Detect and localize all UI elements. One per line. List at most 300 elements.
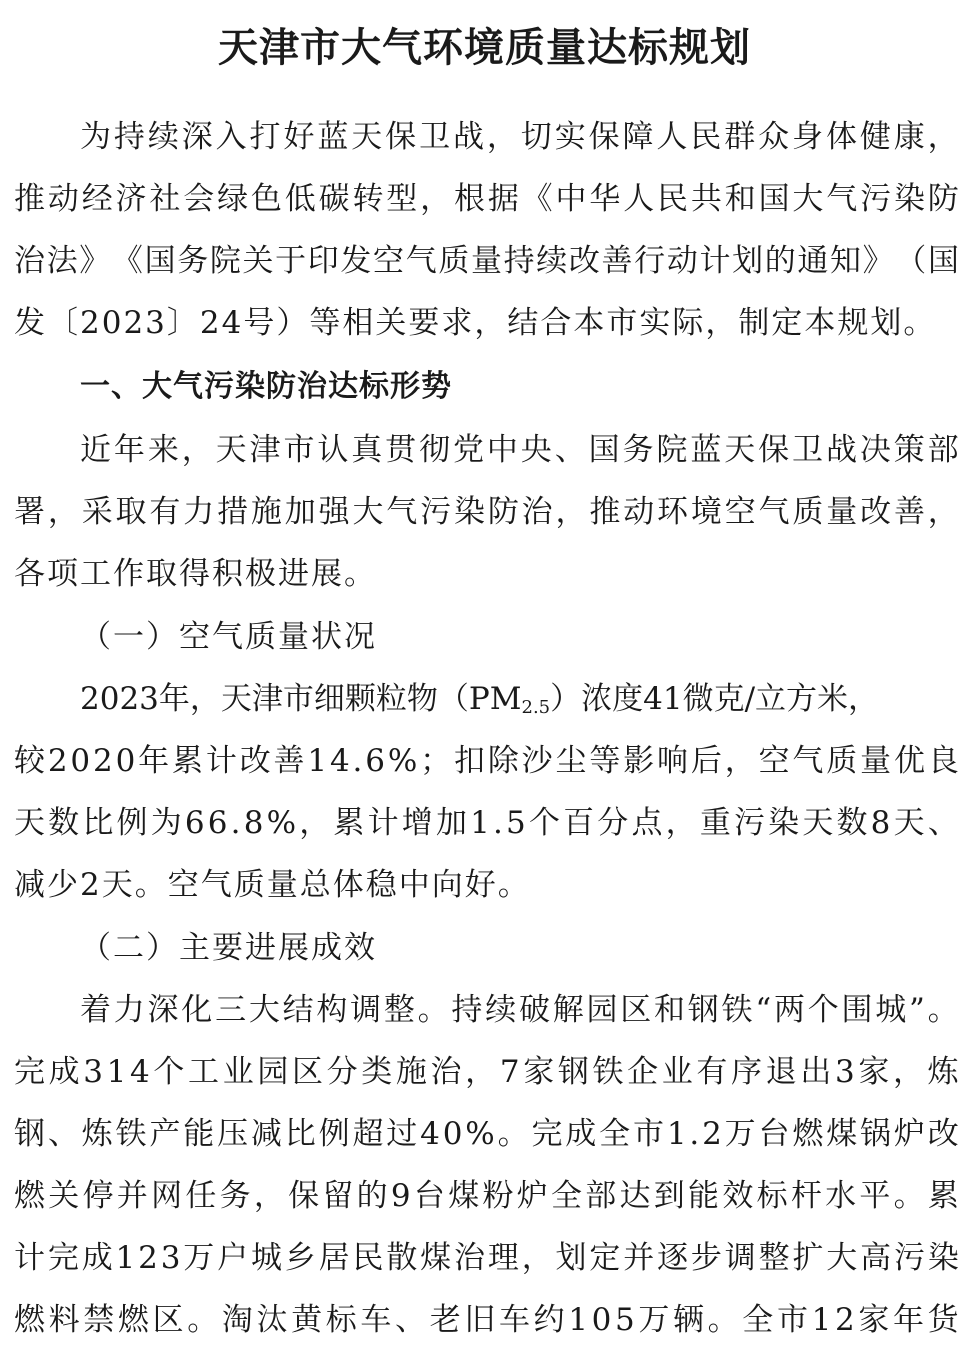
glyph: 国 xyxy=(758,181,790,217)
glyph: 定 xyxy=(589,1240,621,1276)
glyph: 燃 xyxy=(117,1302,149,1338)
glyph: 产 xyxy=(149,1116,181,1152)
subsection-heading: （二）主要进展成效 xyxy=(80,930,377,966)
glyph: 善 xyxy=(893,494,925,530)
glyph: . xyxy=(230,805,241,841)
glyph: 累 xyxy=(333,805,365,841)
glyph: 量 xyxy=(470,243,502,279)
glyph: 真 xyxy=(351,432,383,468)
glyph: 炼 xyxy=(81,1116,113,1152)
glyph: 粉 xyxy=(482,1178,514,1214)
glyph: 企 xyxy=(627,1054,659,1090)
glyph: 康 xyxy=(893,119,925,155)
glyph: 碳 xyxy=(318,181,350,217)
glyph: 2 xyxy=(138,1240,158,1276)
glyph: ， xyxy=(927,119,959,155)
paragraph-line xyxy=(80,668,959,730)
glyph: 部 xyxy=(585,1178,617,1214)
glyph: 国 xyxy=(927,243,959,279)
glyph: 部 xyxy=(927,432,959,468)
glyph: 量 xyxy=(826,494,858,530)
glyph: 出 xyxy=(800,1054,832,1090)
glyph: 并 xyxy=(623,1240,655,1276)
glyph: 压 xyxy=(217,1116,249,1152)
glyph: 台 xyxy=(758,1116,790,1152)
glyph: 6 xyxy=(365,743,385,779)
glyph: 大 xyxy=(352,494,384,530)
glyph: （ xyxy=(895,243,927,279)
glyph: 改 xyxy=(239,743,271,779)
glyph: 质 xyxy=(826,743,858,779)
glyph: 例 xyxy=(116,805,148,841)
glyph: 蓝 xyxy=(317,119,349,155)
glyph: 决 xyxy=(859,432,891,468)
paragraph-line xyxy=(14,1227,959,1289)
glyph: 类 xyxy=(361,1054,393,1090)
glyph: % xyxy=(465,1116,495,1152)
glyph: 为 xyxy=(80,119,111,155)
glyph: 转 xyxy=(352,181,384,217)
glyph: 区 xyxy=(152,1302,184,1338)
paragraph-line: 减少2天。空气质量总体稳中向好。 xyxy=(14,867,531,903)
glyph: 污 xyxy=(893,1240,925,1276)
glyph: 身 xyxy=(792,119,824,155)
glyph: 施 xyxy=(395,1054,427,1090)
glyph: 8 xyxy=(243,805,264,841)
glyph: 天 xyxy=(14,805,45,841)
glyph: 续 xyxy=(485,992,517,1028)
glyph: 燃 xyxy=(14,1178,45,1214)
glyph: 居 xyxy=(318,1240,350,1276)
glyph: 质 xyxy=(792,494,824,530)
glyph: 逐 xyxy=(657,1240,689,1276)
glyph: 天 xyxy=(802,805,834,841)
line-text: 2023年，天津市细颗粒物（PM xyxy=(80,681,522,717)
glyph: 切 xyxy=(520,119,552,155)
glyph: 台 xyxy=(413,1178,445,1214)
glyph: 家 xyxy=(523,1054,555,1090)
glyph: 等 xyxy=(589,743,621,779)
glyph: 全 xyxy=(742,1302,774,1338)
glyph: 央 xyxy=(520,432,552,468)
glyph: 污 xyxy=(733,805,765,841)
glyph: 炉 xyxy=(516,1178,548,1214)
glyph: 9 xyxy=(390,1178,411,1214)
glyph: 构 xyxy=(316,992,348,1028)
glyph: 年 xyxy=(138,743,170,779)
glyph: 车 xyxy=(360,1302,392,1338)
glyph: 动 xyxy=(623,494,655,530)
glyph: 序 xyxy=(731,1054,763,1090)
glyph: 策 xyxy=(893,432,925,468)
glyph: 留 xyxy=(322,1178,354,1214)
glyph: 破 xyxy=(518,992,550,1028)
glyph: 铁 xyxy=(592,1054,624,1090)
glyph: 印 xyxy=(307,243,339,279)
glyph: 业 xyxy=(661,1054,693,1090)
glyph: 战 xyxy=(825,432,857,468)
glyph: 发 xyxy=(340,243,372,279)
glyph: 1 xyxy=(811,1302,832,1338)
glyph: 染 xyxy=(768,805,800,841)
glyph: 沙 xyxy=(521,743,553,779)
glyph: 两 xyxy=(773,992,805,1028)
glyph: 1 xyxy=(568,1302,588,1338)
glyph: 实 xyxy=(554,119,586,155)
glyph: % xyxy=(266,805,297,841)
glyph: 市 xyxy=(776,1302,808,1338)
glyph: 高 xyxy=(860,1240,892,1276)
subscript: 2.5 xyxy=(521,697,551,718)
glyph: 1 xyxy=(470,805,490,841)
glyph: 持 xyxy=(113,119,145,155)
pm25-line xyxy=(80,668,879,730)
glyph: 关 xyxy=(242,243,274,279)
glyph: 来 xyxy=(147,432,179,468)
glyph: 》 xyxy=(862,243,894,279)
glyph: 4 xyxy=(130,1054,150,1090)
glyph: 炼 xyxy=(927,1054,959,1090)
glyph: 工 xyxy=(188,1054,220,1090)
glyph: 煤 xyxy=(420,1240,452,1276)
glyph: 网 xyxy=(151,1178,183,1214)
glyph: 气 xyxy=(386,494,418,530)
glyph: 气 xyxy=(758,494,790,530)
glyph: 空 xyxy=(373,243,405,279)
paragraph-line xyxy=(80,419,959,481)
glyph: 比 xyxy=(284,1116,316,1152)
paragraph-line xyxy=(14,1103,959,1165)
glyph: 打 xyxy=(249,119,281,155)
glyph: 能 xyxy=(688,1178,720,1214)
intro-line: 发〔2023〕24号）等相关要求，结合本市实际，制定本规划。 xyxy=(14,305,937,341)
glyph: 深 xyxy=(181,119,213,155)
glyph: 标 xyxy=(325,1302,357,1338)
glyph: 为 xyxy=(150,805,182,841)
glyph: 约 xyxy=(533,1302,565,1338)
glyph: 近 xyxy=(80,432,111,468)
glyph: 署 xyxy=(14,494,45,530)
glyph: 累 xyxy=(927,1178,959,1214)
glyph: 增 xyxy=(401,805,433,841)
glyph: 气 xyxy=(792,743,824,779)
glyph: 家 xyxy=(858,1054,890,1090)
glyph: 彻 xyxy=(419,432,451,468)
paragraph-line xyxy=(14,1165,959,1227)
glyph: 着 xyxy=(80,992,111,1028)
glyph: 划 xyxy=(732,243,764,279)
glyph: 群 xyxy=(724,119,756,155)
glyph: 成 xyxy=(81,1240,113,1276)
glyph: 质 xyxy=(438,243,470,279)
glyph: 务 xyxy=(177,243,209,279)
glyph: 、 xyxy=(47,1116,79,1152)
glyph: 4 xyxy=(420,1116,440,1152)
glyph: 完 xyxy=(14,1054,45,1090)
glyph: 杆 xyxy=(790,1178,822,1214)
glyph: 城 xyxy=(875,992,907,1028)
intro-line xyxy=(14,230,959,292)
glyph: 天 xyxy=(351,119,383,155)
glyph: 。 xyxy=(927,992,959,1028)
glyph: 有 xyxy=(149,494,181,530)
glyph: 量 xyxy=(860,743,892,779)
glyph: 治 xyxy=(14,243,45,279)
glyph: 治 xyxy=(521,494,553,530)
glyph: 例 xyxy=(318,1116,350,1152)
glyph: 认 xyxy=(317,432,349,468)
glyph: 万 xyxy=(638,1302,670,1338)
document-title: 天津市大气环境质量达标规划 xyxy=(218,24,751,71)
glyph: 除 xyxy=(487,743,519,779)
glyph: 料 xyxy=(48,1302,80,1338)
glyph: 大 xyxy=(826,1240,858,1276)
glyph: 标 xyxy=(756,1178,788,1214)
glyph: 气 xyxy=(405,243,437,279)
glyph: 整 xyxy=(383,992,415,1028)
glyph: 0 xyxy=(70,743,91,779)
glyph: 施 xyxy=(250,494,282,530)
glyph: 计 xyxy=(14,1240,45,1276)
glyph: 蓝 xyxy=(690,432,722,468)
glyph: 锅 xyxy=(860,1116,892,1152)
glyph: 民 xyxy=(657,181,689,217)
glyph: 人 xyxy=(656,119,688,155)
glyph: 深 xyxy=(147,992,179,1028)
glyph: 改 xyxy=(927,1116,959,1152)
glyph: 力 xyxy=(113,992,145,1028)
glyph: 7 xyxy=(499,1054,520,1090)
glyph: 污 xyxy=(420,494,452,530)
glyph: 染 xyxy=(453,494,485,530)
glyph: 治 xyxy=(430,1054,462,1090)
glyph: 战 xyxy=(452,119,484,155)
glyph: 取 xyxy=(115,494,147,530)
glyph: 后 xyxy=(690,743,722,779)
glyph: 计 xyxy=(367,805,399,841)
glyph: 续 xyxy=(147,119,179,155)
glyph: 中 xyxy=(555,181,587,217)
glyph: 好 xyxy=(283,119,315,155)
glyph: 《 xyxy=(521,181,553,217)
glyph: 健 xyxy=(859,119,891,155)
glyph: 污 xyxy=(860,181,892,217)
glyph: 2 xyxy=(93,743,113,779)
glyph: 点 xyxy=(631,805,663,841)
glyph: 达 xyxy=(619,1178,651,1214)
glyph: 水 xyxy=(825,1178,857,1214)
glyph: 区 xyxy=(291,1054,323,1090)
glyph: ， xyxy=(299,805,331,841)
glyph: 解 xyxy=(552,992,584,1028)
glyph: 过 xyxy=(386,1116,418,1152)
glyph: 中 xyxy=(486,432,518,468)
glyph: 务 xyxy=(219,1178,251,1214)
glyph: 优 xyxy=(893,743,925,779)
glyph: 1 xyxy=(307,743,328,779)
glyph: 6 xyxy=(207,805,228,841)
glyph: 煤 xyxy=(826,1116,858,1152)
glyph: 5 xyxy=(615,1302,635,1338)
glyph: 卫 xyxy=(792,432,824,468)
glyph: 煤 xyxy=(448,1178,480,1214)
glyph: 化 xyxy=(181,992,213,1028)
glyph: 持 xyxy=(451,992,483,1028)
glyph: 3 xyxy=(160,1240,181,1276)
intro-line xyxy=(14,168,959,230)
line-text: ）浓度41微克/立方米， xyxy=(550,681,880,717)
glyph: 据 xyxy=(487,181,519,217)
glyph: 全 xyxy=(599,1116,631,1152)
section-heading: 一、大气污染防治达标形势 xyxy=(80,369,452,404)
glyph: 染 xyxy=(927,1240,959,1276)
glyph: 分 xyxy=(597,805,629,841)
paragraph-line xyxy=(14,1041,959,1103)
glyph: 》 xyxy=(79,243,111,279)
glyph: 体 xyxy=(825,119,857,155)
glyph: 动 xyxy=(47,181,79,217)
glyph: 响 xyxy=(657,743,689,779)
glyph: 成 xyxy=(48,1054,80,1090)
glyph: 货 xyxy=(927,1302,959,1338)
glyph: 年 xyxy=(113,432,145,468)
glyph: 1 xyxy=(666,1116,687,1152)
glyph: 城 xyxy=(250,1240,282,1276)
glyph: 户 xyxy=(217,1240,249,1276)
subsection-heading: （一）空气质量状况 xyxy=(80,619,377,655)
glyph: 家 xyxy=(858,1302,890,1338)
intro-line xyxy=(80,106,959,168)
glyph: 和 xyxy=(654,992,686,1028)
glyph: 扣 xyxy=(453,743,485,779)
glyph: 老 xyxy=(429,1302,461,1338)
glyph: 《 xyxy=(111,243,143,279)
glyph: 园 xyxy=(257,1054,289,1090)
glyph: 知 xyxy=(830,243,862,279)
glyph: 超 xyxy=(352,1116,384,1152)
glyph: 区 xyxy=(620,992,652,1028)
glyph: 善 xyxy=(273,743,305,779)
glyph: 。 xyxy=(707,1302,739,1338)
glyph: 辆 xyxy=(673,1302,705,1338)
glyph: 人 xyxy=(623,181,655,217)
glyph: . xyxy=(352,743,363,779)
glyph: 5 xyxy=(506,805,526,841)
glyph: 个 xyxy=(807,992,839,1028)
glyph: 。 xyxy=(417,992,449,1028)
glyph: 3 xyxy=(83,1054,104,1090)
glyph: ， xyxy=(665,805,697,841)
glyph: 万 xyxy=(724,1116,756,1152)
glyph: 扩 xyxy=(792,1240,824,1276)
glyph: 根 xyxy=(453,181,485,217)
glyph: 良 xyxy=(927,743,959,779)
glyph: 年 xyxy=(892,1302,924,1338)
glyph: 能 xyxy=(183,1116,215,1152)
glyph: 有 xyxy=(696,1054,728,1090)
paragraph-line xyxy=(14,792,959,854)
glyph: 黄 xyxy=(291,1302,323,1338)
glyph: 8 xyxy=(870,805,891,841)
glyph: ， xyxy=(486,119,518,155)
glyph: 三 xyxy=(215,992,247,1028)
glyph: 绿 xyxy=(217,181,249,217)
glyph: 和 xyxy=(724,181,756,217)
glyph: 整 xyxy=(758,1240,790,1276)
glyph: 环 xyxy=(657,494,689,530)
glyph: 任 xyxy=(185,1178,217,1214)
glyph: 空 xyxy=(724,494,756,530)
glyph: 。 xyxy=(893,1178,925,1214)
glyph: 1 xyxy=(106,1054,127,1090)
glyph: ， xyxy=(47,494,79,530)
glyph: 通 xyxy=(797,243,829,279)
glyph: 完 xyxy=(47,1240,79,1276)
glyph: 空 xyxy=(758,743,790,779)
glyph: 步 xyxy=(690,1240,722,1276)
glyph: 计 xyxy=(699,243,731,279)
glyph: . xyxy=(689,1116,700,1152)
glyph: . xyxy=(493,805,503,841)
glyph: 理 xyxy=(487,1240,519,1276)
glyph: 3 xyxy=(834,1054,855,1090)
glyph: 共 xyxy=(690,181,722,217)
glyph: 济 xyxy=(115,181,147,217)
glyph: ； xyxy=(420,743,452,779)
glyph: 障 xyxy=(622,119,654,155)
glyph: 累 xyxy=(172,743,203,779)
glyph: 色 xyxy=(250,181,282,217)
glyph: 动 xyxy=(666,243,698,279)
glyph: 调 xyxy=(350,992,382,1028)
glyph: 燃 xyxy=(792,1116,824,1152)
glyph: 境 xyxy=(690,494,722,530)
glyph: 1 xyxy=(115,1240,136,1276)
glyph: 社 xyxy=(149,181,181,217)
glyph: 百 xyxy=(563,805,595,841)
glyph: 保 xyxy=(588,119,620,155)
glyph: 保 xyxy=(288,1178,320,1214)
glyph: 采 xyxy=(81,494,113,530)
glyph: 入 xyxy=(215,119,247,155)
glyph: 个 xyxy=(528,805,560,841)
glyph: 保 xyxy=(385,119,417,155)
glyph: 保 xyxy=(758,432,790,468)
glyph: 大 xyxy=(792,181,824,217)
glyph: 、 xyxy=(927,805,959,841)
glyph: 业 xyxy=(222,1054,254,1090)
glyph: 成 xyxy=(565,1116,597,1152)
paragraph-line xyxy=(14,481,959,543)
glyph: 燃 xyxy=(14,1302,45,1338)
glyph: ， xyxy=(892,1054,924,1090)
glyph: 分 xyxy=(326,1054,358,1090)
glyph: 的 xyxy=(764,243,796,279)
glyph: ， xyxy=(253,1178,285,1214)
glyph: 党 xyxy=(452,432,484,468)
glyph: ， xyxy=(465,1054,497,1090)
glyph: 完 xyxy=(531,1116,563,1152)
glyph: 防 xyxy=(487,494,519,530)
glyph: 车 xyxy=(498,1302,530,1338)
glyph: ， xyxy=(724,743,756,779)
glyph: 。 xyxy=(187,1302,219,1338)
glyph: 划 xyxy=(555,1240,587,1276)
glyph: 续 xyxy=(536,243,568,279)
glyph: 0 xyxy=(591,1302,612,1338)
glyph: 个 xyxy=(153,1054,185,1090)
glyph: 津 xyxy=(249,432,281,468)
